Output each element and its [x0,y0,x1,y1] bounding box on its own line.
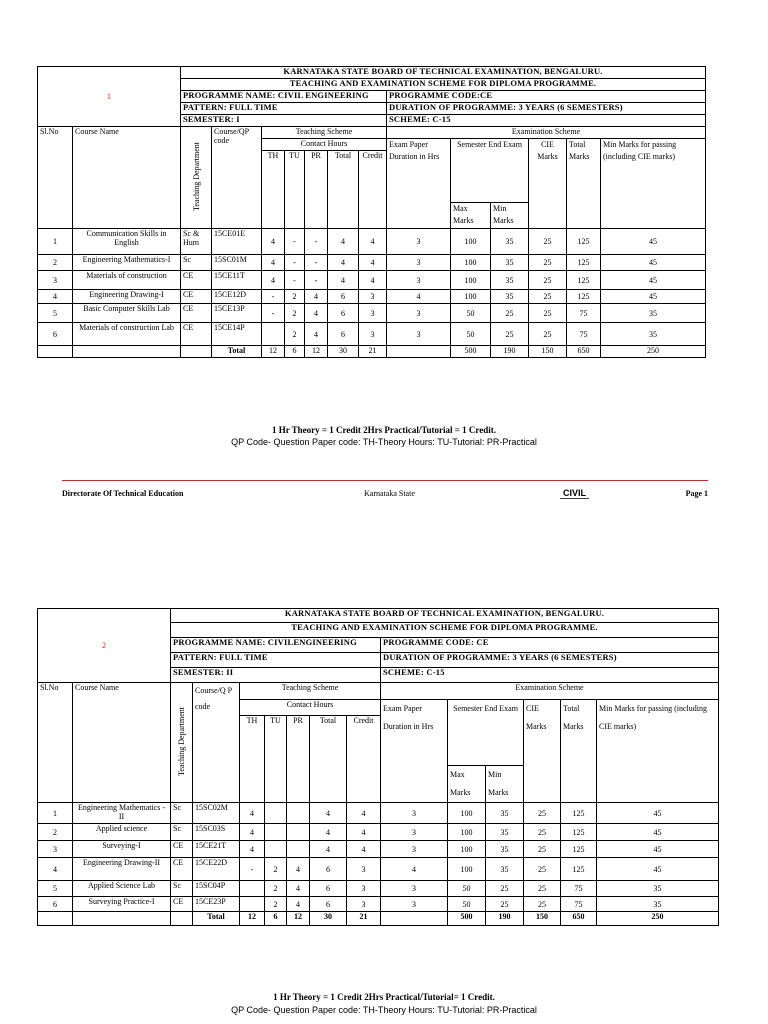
cell-pr [287,824,310,841]
cell-total-hours: 4 [328,271,359,290]
duration: DURATION OF PROGRAMME: 3 YEARS (6 SEMESTERS) [381,653,719,668]
col-slno: Sl.No [38,683,73,803]
cell-th: - [262,304,285,323]
cell-total-marks: 125 [561,858,597,881]
col-sem-end: Semester End Exam [451,139,529,203]
cell-teaching-dept: CE [181,290,212,304]
cell-cie-marks: 25 [529,290,567,304]
cell-slno: 6 [38,323,73,346]
cell-slno: 1 [38,229,73,255]
cell-th: - [262,290,285,304]
col-min-pass: Min Marks for passing (including CIE marks) [601,139,706,229]
cell-tu [265,824,287,841]
cell-credit: 3 [347,897,381,912]
cell-cie-marks: 25 [529,229,567,255]
cell-cie-marks: 25 [524,897,561,912]
col-exam-duration: Exam Paper Duration in Hrs [387,139,451,229]
cell-teaching-dept: Sc [181,255,212,271]
cell-exam-duration: 3 [387,304,451,323]
total-pr: 12 [287,912,310,926]
teaching-scheme-header: Teaching Scheme [262,127,387,139]
cell-min-pass: 45 [597,858,719,881]
cell-course-name: Materials of construction Lab [73,323,181,346]
total-tu: 6 [265,912,287,926]
cell-min-marks: 35 [491,255,529,271]
cell-min-pass: 45 [601,271,706,290]
cell-course-code: 15CE14P [212,323,262,346]
cell-total-marks: 75 [561,897,597,912]
col-pr: PR [287,716,310,803]
col-tu: TU [285,151,305,229]
cell-total-hours: 6 [328,323,359,346]
cell-min-pass: 35 [601,323,706,346]
cell-slno: 6 [38,897,73,912]
total-marks: 650 [561,912,597,926]
cell-max-marks: 100 [451,255,491,271]
course-row [38,824,719,841]
total-cie: 150 [524,912,561,926]
cell-min-pass: 35 [601,304,706,323]
cell-min-marks: 35 [486,824,524,841]
page-footer [62,489,708,498]
cell-total-hours: 6 [310,858,347,881]
col-tu: TU [265,716,287,803]
pattern: PATTERN: FULL TIME [171,653,381,668]
footer-left: Directorate Of Technical Education [62,489,184,498]
teaching-dept-label: Teaching Department [191,142,201,211]
cell-slno: 2 [38,255,73,271]
cell-total-hours: 6 [328,304,359,323]
cell-pr: 4 [305,304,328,323]
cell-max-marks: 100 [448,824,486,841]
cell-course-name: Applied Science Lab [73,881,171,897]
teaching-scheme-header: Teaching Scheme [240,683,381,700]
cell-min-pass: 45 [601,290,706,304]
scheme-sheet-1 [37,66,706,358]
cell-total-marks: 125 [561,803,597,824]
cell-max-marks: 100 [451,271,491,290]
col-teaching-dept [181,127,212,229]
cell-total-hours: 4 [310,824,347,841]
cell-course-name: Surveying Practice-I [73,897,171,912]
cell-course-code: 15CE13P [212,304,262,323]
cell-exam-duration: 3 [387,323,451,346]
course-row [38,290,706,304]
cell-course-name: Materials of construction [73,271,181,290]
qp-code-note-2: QP Code- Question Paper code: TH-Theory Hours: TU-Tutorial: PR-Practical [231,1005,537,1015]
total-marks: 650 [567,346,601,358]
cell-tu [265,803,287,824]
cell-cie-marks: 25 [524,803,561,824]
cell-max-marks: 50 [451,304,491,323]
cell-credit: 4 [359,229,387,255]
cell-min-marks: 35 [491,229,529,255]
cell-credit: 4 [347,841,381,858]
course-row [38,255,706,271]
cell-exam-duration: 4 [387,290,451,304]
cell-tu: 2 [285,290,305,304]
cell-th: 4 [262,255,285,271]
cell-course-name: Basic Computer Skills Lab [73,304,181,323]
cell-th: 4 [240,824,265,841]
total-cie: 150 [529,346,567,358]
cell-credit: 3 [347,858,381,881]
cell-course-name: Engineering Mathematics-I [73,255,181,271]
cell-min-marks: 35 [486,841,524,858]
cell-pr: 4 [287,897,310,912]
col-slno: Sl.No [38,127,73,229]
cell-pr [287,803,310,824]
cell-course-code: 15SC04P [193,881,240,897]
cell-max-marks: 100 [451,290,491,304]
cell-th: 4 [262,271,285,290]
cell-min-marks: 25 [486,881,524,897]
cell-exam-duration: 3 [381,841,448,858]
total-tu: 6 [285,346,305,358]
total-duration [381,912,448,926]
cell-total-marks: 125 [567,255,601,271]
cell-exam-duration: 3 [381,897,448,912]
col-course-code: Course/QP code [212,127,262,229]
cell-course-name: Engineering Mathematics - II [73,803,171,824]
sheet-number: 2 [38,609,171,683]
qp-code-note-1: QP Code- Question Paper code: TH-Theory Hours: TU-Tutorial: PR-Practical [231,437,537,447]
programme-code: PROGRAMME CODE:CE [387,91,706,103]
cell-exam-duration: 3 [381,881,448,897]
cell-exam-duration: 3 [387,271,451,290]
exam-scheme-header: Examination Scheme [387,127,706,139]
cell-credit: 3 [359,304,387,323]
footer-divider [62,480,708,481]
cell-th: - [240,858,265,881]
cell-cie-marks: 25 [524,881,561,897]
col-exam-duration: Exam Paper Duration in Hrs [381,700,448,803]
cell-teaching-dept: CE [171,897,193,912]
total-min-pass: 250 [601,346,706,358]
duration: DURATION OF PROGRAMME: 3 YEARS (6 SEMESTERS) [387,103,706,115]
cell-teaching-dept: CE [171,858,193,881]
total-credit: 21 [347,912,381,926]
cell-course-name: Engineering Drawing-II [73,858,171,881]
scheme-table-1 [37,66,706,358]
programme-name: PROGRAMME NAME: CIVIL ENGINEERING [181,91,387,103]
cell-credit: 3 [347,881,381,897]
total-credit: 21 [359,346,387,358]
col-teaching-dept [171,683,193,803]
pattern: PATTERN: FULL TIME [181,103,387,115]
cell-max-marks: 100 [448,803,486,824]
col-total-marks: Total Marks [561,700,597,803]
cell-max-marks: 50 [448,881,486,897]
cell-min-pass: 35 [597,881,719,897]
course-rows-1 [38,229,706,346]
footer-middle: Karnataka State [364,489,415,498]
cell-max-marks: 100 [451,229,491,255]
cell-tu: 2 [265,858,287,881]
col-min: Min Marks [486,766,524,803]
programme-name: PROGRAMME NAME: CIVILENGINEERING [171,638,381,653]
cell-min-pass: 45 [601,229,706,255]
credit-note-1: 1 Hr Theory = 1 Credit 2Hrs Practical/Tutorial = 1 Credit. [272,425,496,435]
col-credit: Credit [359,151,387,229]
scheme-title: TEACHING AND EXAMINATION SCHEME FOR DIPLOMA PROGRAMME. [171,623,719,638]
total-th: 12 [240,912,265,926]
cell-teaching-dept: CE [171,841,193,858]
course-row [38,881,719,897]
cell-exam-duration: 3 [387,255,451,271]
cell-min-pass: 35 [597,897,719,912]
cell-cie-marks: 25 [529,304,567,323]
cell-credit: 4 [347,824,381,841]
credit-note-2: 1 Hr Theory = 1 Credit 2Hrs Practical/Tutorial= 1 Credit. [273,992,495,1002]
total-min-pass: 250 [597,912,719,926]
cell-course-code: 15SC03S [193,824,240,841]
col-total: Total [328,151,359,229]
total-row-2 [38,912,719,926]
cell-teaching-dept: Sc [171,881,193,897]
course-row [38,841,719,858]
total-min: 190 [491,346,529,358]
cell-course-name: Surveying-I [73,841,171,858]
col-total: Total [310,716,347,803]
col-sem-end: Semester End Exam [448,700,524,766]
col-pr: PR [305,151,328,229]
cell-slno: 2 [38,824,73,841]
exam-scheme-header: Examination Scheme [381,683,719,700]
cell-exam-duration: 4 [381,858,448,881]
footer-right: Page 1 [685,489,708,498]
cell-tu: - [285,271,305,290]
cell-total-marks: 75 [567,323,601,346]
semester: SEMESTER: II [171,668,381,683]
cell-slno: 1 [38,803,73,824]
contact-hours-header: Contact Hours [262,139,387,151]
board-title: KARNATAKA STATE BOARD OF TECHNICAL EXAMINATION, BENGALURU. [181,67,706,79]
civil-logo: CIVIL [560,488,589,499]
cell-total-hours: 4 [310,841,347,858]
cell-pr: 4 [287,881,310,897]
cell-pr: - [305,271,328,290]
total-hours: 30 [310,912,347,926]
cell-slno: 3 [38,841,73,858]
cell-min-marks: 35 [486,858,524,881]
cell-min-pass: 45 [597,841,719,858]
cell-min-marks: 35 [486,803,524,824]
teaching-dept-label: Teaching Department [177,707,186,776]
total-min: 190 [486,912,524,926]
col-th: TH [262,151,285,229]
cell-cie-marks: 25 [524,841,561,858]
cell-exam-duration: 3 [387,229,451,255]
cell-tu: 2 [285,323,305,346]
scheme-table-2 [37,608,719,926]
scheme-code: SCHEME: C-15 [387,115,706,127]
cell-course-name: Engineering Drawing-I [73,290,181,304]
cell-course-code: 15CE11T [212,271,262,290]
cell-tu: 2 [265,881,287,897]
cell-pr [287,841,310,858]
cell-teaching-dept: Sc [171,803,193,824]
cell-teaching-dept: CE [181,323,212,346]
cell-credit: 3 [359,323,387,346]
cell-total-marks: 125 [567,271,601,290]
total-label: Total [212,346,262,358]
cell-cie-marks: 25 [524,824,561,841]
cell-course-code: 15CE01E [212,229,262,255]
cell-th [240,881,265,897]
semester: SEMESTER: I [181,115,387,127]
course-row [38,229,706,255]
cell-pr: - [305,255,328,271]
col-th: TH [240,716,265,803]
col-max: Max Marks [451,203,491,229]
col-cie: CIE Marks [524,700,561,803]
cell-tu [265,841,287,858]
cell-slno: 3 [38,271,73,290]
cell-credit: 4 [359,255,387,271]
course-row [38,304,706,323]
cell-total-hours: 4 [328,229,359,255]
cell-teaching-dept: Sc [171,824,193,841]
total-row-1 [38,346,706,358]
cell-total-hours: 4 [310,803,347,824]
col-total-marks: Total Marks [567,139,601,229]
course-rows-2 [38,803,719,912]
total-pr: 12 [305,346,328,358]
cell-total-marks: 125 [561,824,597,841]
programme-code: PROGRAMME CODE: CE [381,638,719,653]
total-label: Total [193,912,240,926]
total-max: 500 [451,346,491,358]
cell-exam-duration: 3 [381,803,448,824]
cell-slno: 5 [38,304,73,323]
col-cie: CIE Marks [529,139,567,229]
board-title: KARNATAKA STATE BOARD OF TECHNICAL EXAMINATION, BENGALURU. [171,609,719,623]
cell-min-marks: 25 [486,897,524,912]
cell-slno: 4 [38,858,73,881]
col-course-name: Course Name [73,127,181,229]
course-row [38,271,706,290]
cell-slno: 4 [38,290,73,304]
cell-th: 4 [240,841,265,858]
scheme-code: SCHEME: C-15 [381,668,719,683]
col-course-name: Course Name [73,683,171,803]
cell-cie-marks: 25 [529,255,567,271]
cell-total-hours: 4 [328,255,359,271]
cell-course-code: 15CE21T [193,841,240,858]
cell-course-code: 15SC02M [193,803,240,824]
cell-course-code: 15CE23P [193,897,240,912]
cell-teaching-dept: CE [181,271,212,290]
course-row [38,323,706,346]
cell-credit: 4 [359,271,387,290]
cell-max-marks: 100 [448,858,486,881]
cell-min-pass: 45 [601,255,706,271]
cell-total-hours: 6 [328,290,359,304]
cell-pr: 4 [305,323,328,346]
course-row [38,897,719,912]
cell-total-hours: 6 [310,881,347,897]
cell-cie-marks: 25 [524,858,561,881]
col-max: Max Marks [448,766,486,803]
cell-cie-marks: 25 [529,323,567,346]
cell-min-pass: 45 [597,803,719,824]
scheme-title: TEACHING AND EXAMINATION SCHEME FOR DIPLOMA PROGRAMME. [181,79,706,91]
cell-th [240,897,265,912]
cell-max-marks: 50 [448,897,486,912]
cell-credit: 3 [359,290,387,304]
course-row [38,803,719,824]
course-row [38,858,719,881]
contact-hours-header: Contact Hours [240,700,381,716]
cell-th [262,323,285,346]
cell-min-marks: 25 [491,304,529,323]
cell-max-marks: 50 [451,323,491,346]
cell-total-marks: 125 [561,841,597,858]
cell-total-hours: 6 [310,897,347,912]
cell-cie-marks: 25 [529,271,567,290]
cell-slno: 5 [38,881,73,897]
total-th: 12 [262,346,285,358]
cell-teaching-dept: CE [181,304,212,323]
col-credit: Credit [347,716,381,803]
cell-tu: 2 [285,304,305,323]
cell-total-marks: 125 [567,290,601,304]
cell-course-name: Communication Skills in English [73,229,181,255]
col-course-code: Course/Q P code [193,683,240,803]
cell-min-pass: 45 [597,824,719,841]
col-min: Min Marks [491,203,529,229]
cell-pr: - [305,229,328,255]
scheme-sheet-2 [37,608,719,926]
cell-exam-duration: 3 [381,824,448,841]
cell-min-marks: 35 [491,271,529,290]
cell-course-name: Applied science [73,824,171,841]
cell-th: 4 [240,803,265,824]
cell-th: 4 [262,229,285,255]
cell-total-marks: 125 [567,229,601,255]
total-duration [387,346,451,358]
cell-tu: 2 [265,897,287,912]
cell-total-marks: 75 [567,304,601,323]
cell-min-marks: 25 [491,323,529,346]
cell-credit: 4 [347,803,381,824]
cell-pr: 4 [305,290,328,304]
cell-total-marks: 75 [561,881,597,897]
cell-course-code: 15CE22D [193,858,240,881]
cell-tu: - [285,229,305,255]
cell-course-code: 15SC01M [212,255,262,271]
cell-min-marks: 35 [491,290,529,304]
total-hours: 30 [328,346,359,358]
cell-teaching-dept: Sc & Hum [181,229,212,255]
col-min-pass: Min Marks for passing (including CIE marks) [597,700,719,803]
cell-pr: 4 [287,858,310,881]
cell-max-marks: 100 [448,841,486,858]
total-max: 500 [448,912,486,926]
sheet-number: 1 [38,67,181,127]
cell-tu: - [285,255,305,271]
cell-course-code: 15CE12D [212,290,262,304]
